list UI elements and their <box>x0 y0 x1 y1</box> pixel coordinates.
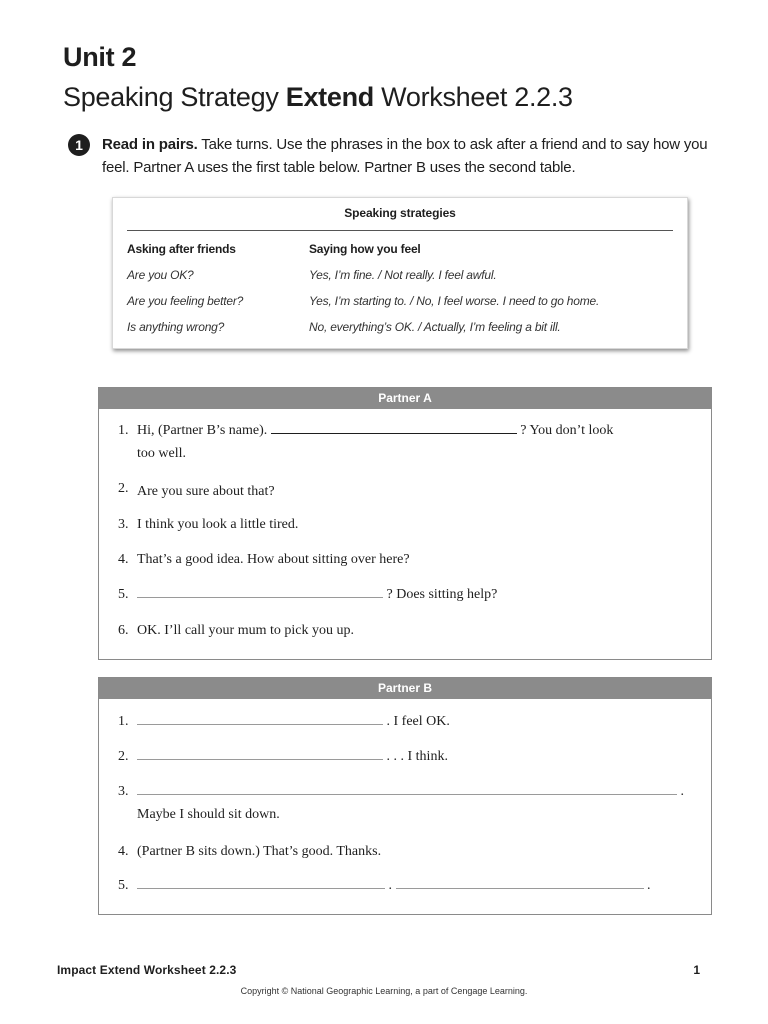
line-text: Hi, (Partner B’s name). <box>137 423 271 438</box>
page-number: 1 <box>693 963 700 977</box>
strategy-say: Yes, I’m fine. / Not really. I feel awful. <box>309 268 497 282</box>
line-text: ? Does sitting help? <box>383 587 498 602</box>
strategy-ask: Are you OK? <box>127 268 194 282</box>
title-bold: Extend <box>285 82 374 112</box>
task-instructions <box>102 133 712 179</box>
line-number: 4. <box>118 844 129 859</box>
partner-a-table <box>98 387 712 660</box>
strategies-divider <box>127 230 673 231</box>
line-number: 1. <box>118 714 129 729</box>
strategy-say: No, everything’s OK. / Actually, I’m feeling a bit ill. <box>309 320 561 334</box>
worksheet-title <box>63 82 573 113</box>
line-text: . <box>385 878 396 893</box>
line-number: 5. <box>118 878 129 893</box>
copyright-notice: Copyright © National Geographic Learning, a part of Cengage Learning. <box>240 986 528 996</box>
line-text: . <box>677 784 684 799</box>
title-suffix: Worksheet 2.2.3 <box>373 82 573 112</box>
line-number: 2. <box>118 749 129 764</box>
answer-blank[interactable] <box>396 874 644 889</box>
line-text: too well. <box>137 446 186 461</box>
strategy-ask: Are you feeling better? <box>127 294 244 308</box>
col-header-asking: Asking after friends <box>127 242 236 256</box>
line-text: . I feel OK. <box>383 714 450 729</box>
line-text: I think you look a little tired. <box>137 517 299 532</box>
task-number-badge: 1 <box>68 134 90 156</box>
line-number: 2. <box>118 481 129 496</box>
line-number: 3. <box>118 517 129 532</box>
line-number: 1. <box>118 423 129 438</box>
line-number: 5. <box>118 587 129 602</box>
footer-worksheet-label: Impact Extend Worksheet 2.2.3 <box>57 963 237 977</box>
answer-blank[interactable] <box>137 745 383 760</box>
instructions-lead: Read in pairs. <box>102 136 198 153</box>
line-text: . . . I think. <box>383 749 448 764</box>
unit-title: Unit 2 <box>63 42 137 72</box>
answer-blank[interactable] <box>137 583 383 598</box>
line-text: (Partner B sits down.) That’s good. Thanks. <box>137 844 382 859</box>
partner-a-header: Partner A <box>99 388 711 409</box>
line-number: 6. <box>118 623 129 638</box>
strategy-say: Yes, I’m starting to. / No, I feel worse. I need to go home. <box>309 294 600 308</box>
speaking-strategies-box <box>112 197 688 349</box>
answer-blank[interactable] <box>271 419 517 434</box>
answer-blank[interactable] <box>137 780 677 795</box>
strategy-ask: Is anything wrong? <box>127 320 225 334</box>
line-text: ? You don’t look <box>516 423 614 438</box>
line-number: 4. <box>118 552 129 567</box>
strategies-title: Speaking strategies <box>344 206 456 220</box>
partner-b-table <box>98 677 712 915</box>
answer-blank[interactable] <box>137 710 383 725</box>
line-text: That’s a good idea. How about sitting over here? <box>137 552 410 567</box>
line-number: 3. <box>118 784 129 799</box>
col-header-saying: Saying how you feel <box>309 242 421 256</box>
partner-b-header: Partner B <box>99 678 711 699</box>
answer-blank[interactable] <box>137 874 385 889</box>
line-text: . <box>643 878 651 893</box>
line-text: Are you sure about that? <box>137 484 275 499</box>
line-text: OK. I’ll call your mum to pick you up. <box>137 623 354 638</box>
title-prefix: Speaking Strategy <box>63 82 286 112</box>
instructions-text: Take turns. Use the phrases in the box to ask after a friend and to say how you feel. Partner A uses the first table below. Partner B uses the second table. <box>102 136 708 176</box>
line-text: Maybe I should sit down. <box>137 807 280 822</box>
